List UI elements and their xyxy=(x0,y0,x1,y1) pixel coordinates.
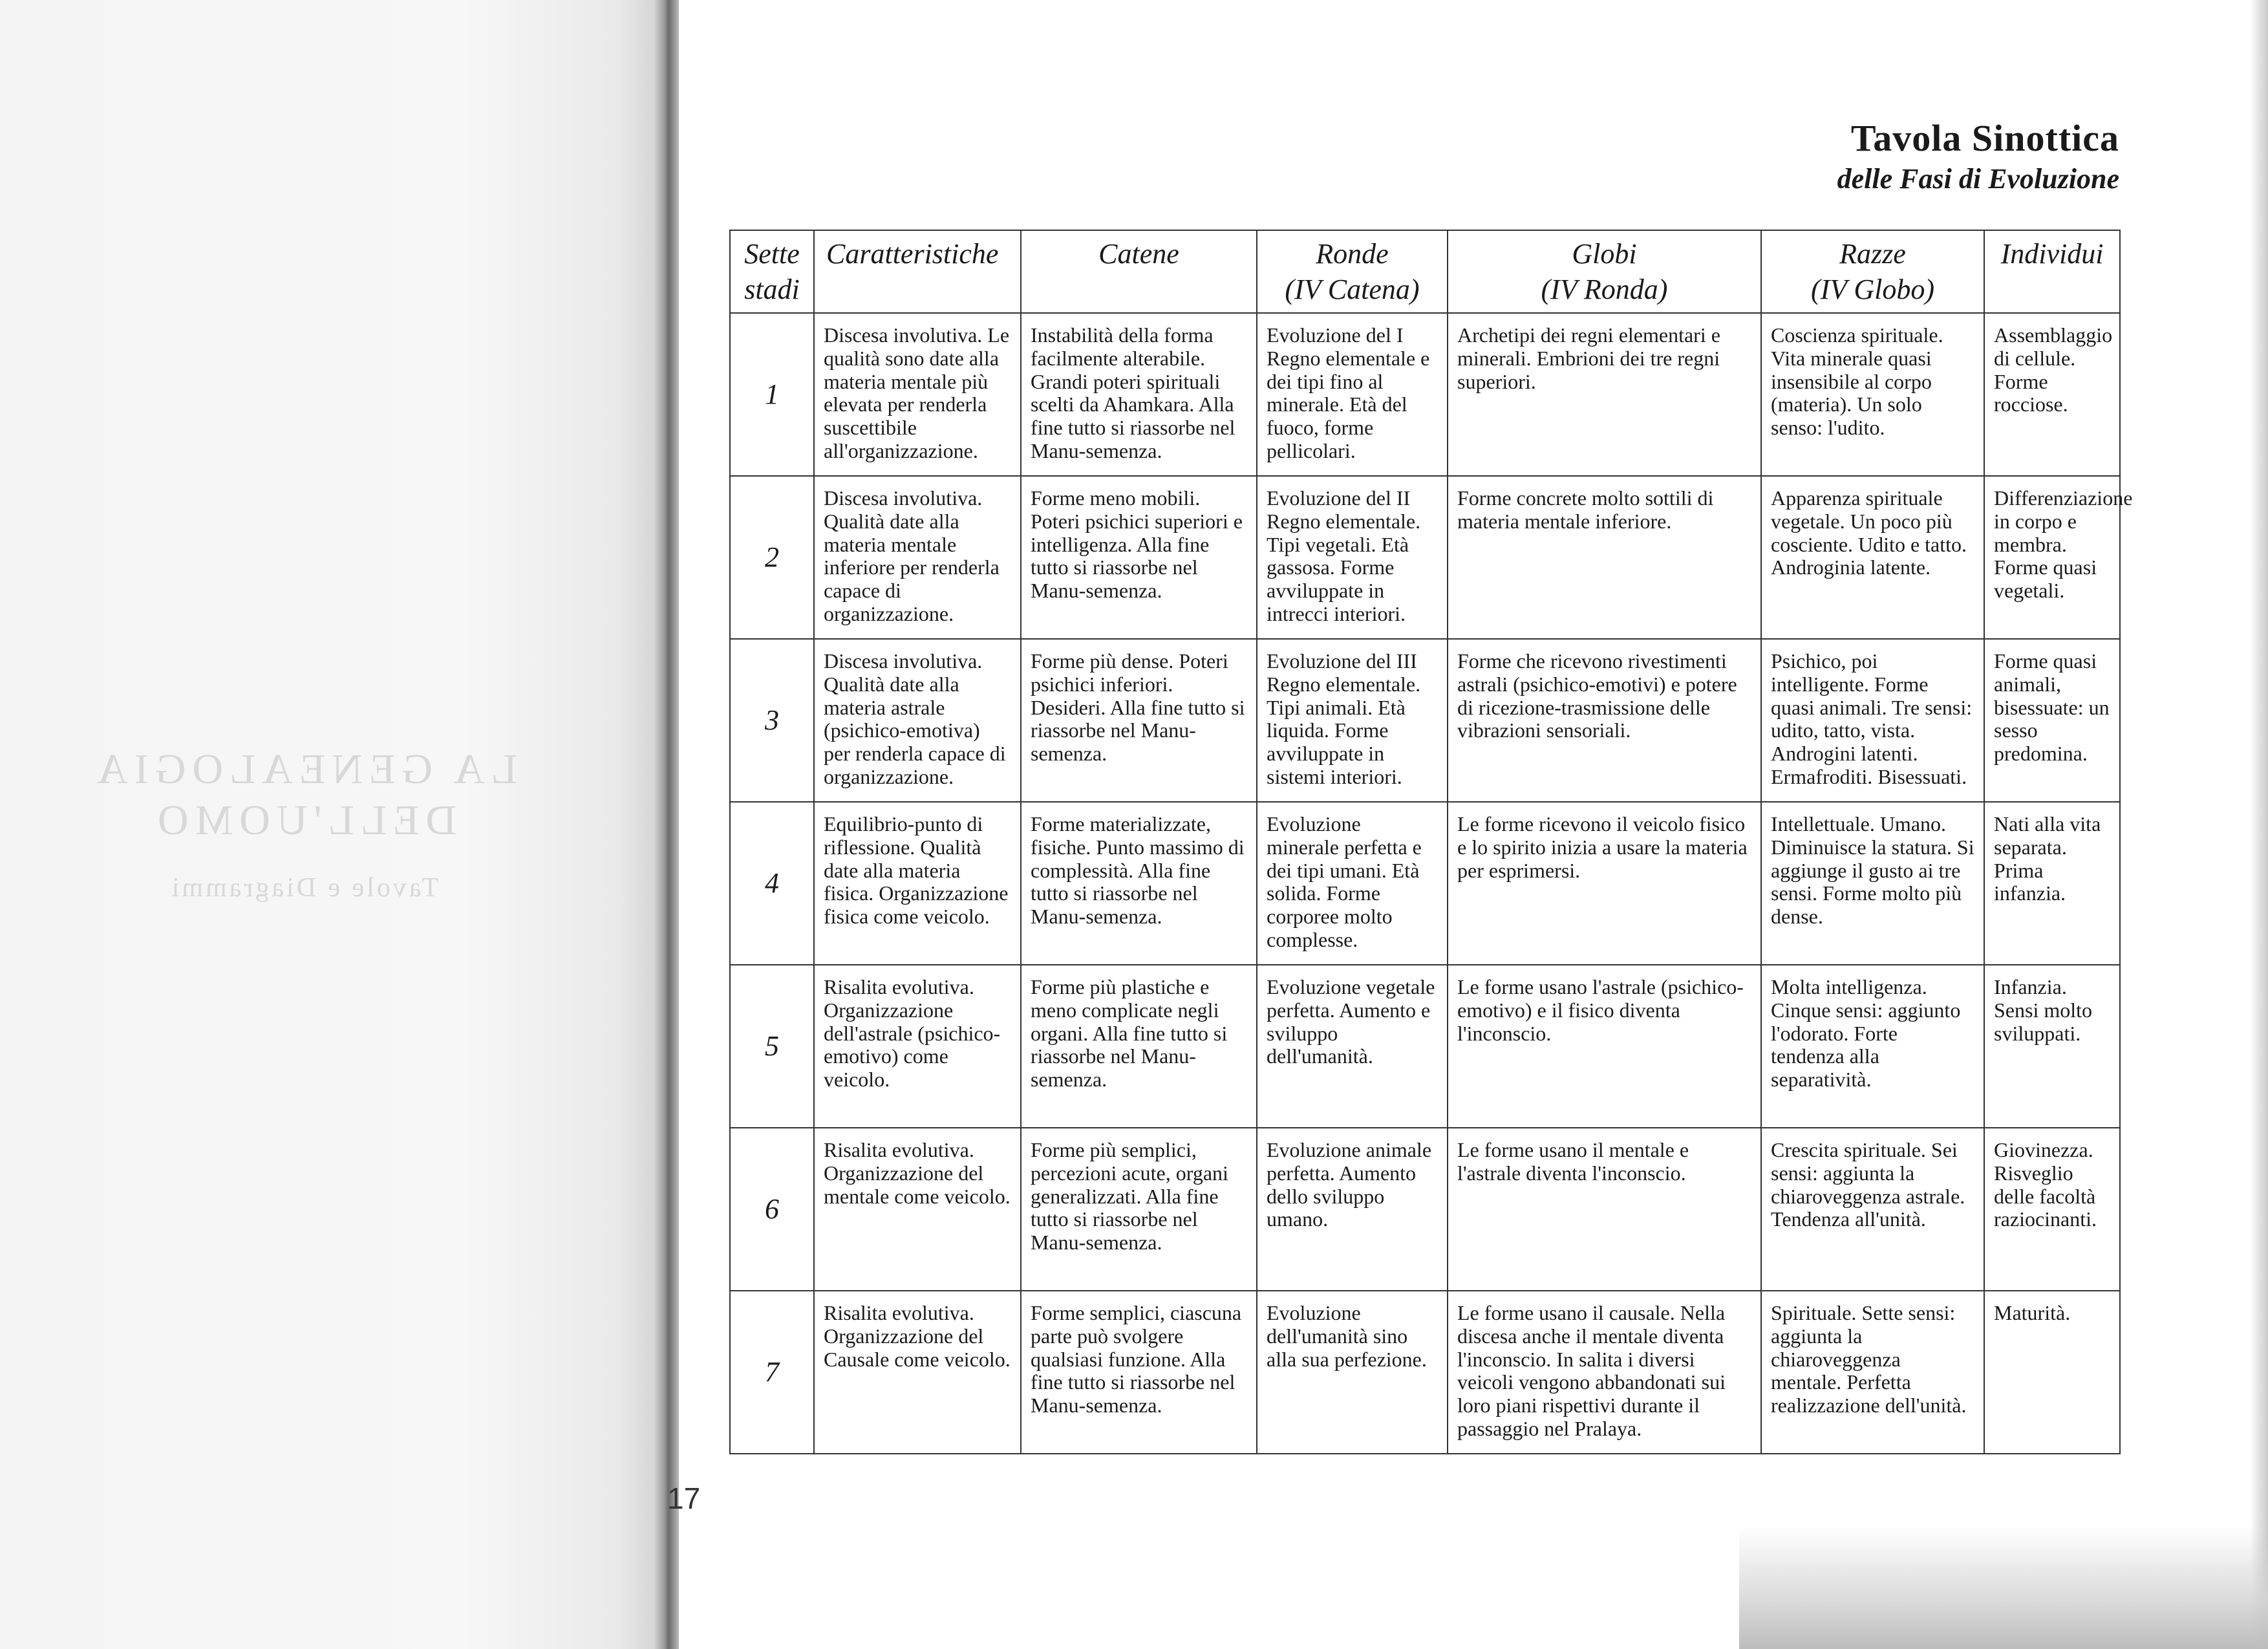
stage-number: 7 xyxy=(730,1291,814,1454)
cell-globi: Forme che ricevono rivestimenti astrali (psichico-emotivi) e potere di ricezione-trasmissione delle vibrazioni sensoriali. xyxy=(1448,639,1761,802)
title-block xyxy=(1837,116,2119,195)
synoptic-table xyxy=(729,230,2133,1454)
cell-razze: Psichico, poi intelligente. Forme quasi animali. Tre sensi: udito, tatto, vista. Androgini latenti. Ermafroditi. Bisessuati. xyxy=(1761,639,1984,802)
cell-razze: Crescita spirituale. Sei sensi: aggiunta la chiaroveggenza astrale. Tendenza all'unità. xyxy=(1761,1128,1984,1291)
cell-individui: Differenziazione in corpo e membra. Forme quasi vegetali. xyxy=(1984,476,2120,639)
ghost-line-2: DELL'UOMO xyxy=(151,797,457,845)
stage-number: 1 xyxy=(730,313,814,476)
cell-ronde: Evoluzione animale perfetta. Aumento dello sviluppo umano. xyxy=(1257,1128,1448,1291)
cell-razze: Molta intelligenza. Cinque sensi: aggiunto l'odorato. Forte tendenza alla separatività. xyxy=(1761,965,1984,1128)
header-razze: Razze (IV Globo) xyxy=(1761,230,1984,313)
cell-catene: Forme materializzate, fisiche. Punto massimo di complessità. Alla fine tutto si riassorbe nel Manu-semenza. xyxy=(1021,802,1257,965)
cell-razze: Intellettuale. Umano. Diminuisce la statura. Si aggiunge il gusto ai tre sensi. Forme molto più dense. xyxy=(1761,802,1984,965)
cell-globi: Forme concrete molto sottili di materia mentale inferiore. xyxy=(1448,476,1761,639)
stage-number: 2 xyxy=(730,476,814,639)
cell-caratteristiche: Risalita evolutiva. Organizzazione dell'astrale (psichico-emotivo) come veicolo. xyxy=(814,965,1021,1128)
cell-individui: Assemblaggio di cellule. Forme rocciose. xyxy=(1984,313,2120,476)
cell-ronde: Evoluzione minerale perfetta e dei tipi umani. Età solida. Forme corporee molto complesse. xyxy=(1257,802,1448,965)
cell-catene: Forme semplici, ciascuna parte può svolgere qualsiasi funzione. Alla fine tutto si riassorbe nel Manu-semenza. xyxy=(1021,1291,1257,1454)
header-stage: Sette stadi xyxy=(730,230,814,313)
cell-caratteristiche: Discesa involutiva. Le qualità sono date alla materia mentale più elevata per renderla suscettibile all'organizzazione. xyxy=(814,313,1021,476)
table-row xyxy=(730,1291,2120,1454)
cell-globi: Le forme ricevono il veicolo fisico e lo spirito inizia a usare la materia per esprimersi. xyxy=(1448,802,1761,965)
left-page xyxy=(0,0,666,1649)
cell-individui: Infanzia. Sensi molto sviluppati. xyxy=(1984,965,2120,1128)
cell-razze: Apparenza spirituale vegetale. Un poco più cosciente. Udito e tatto. Androginia latente. xyxy=(1761,476,1984,639)
stage-number: 5 xyxy=(730,965,814,1128)
ghost-line-3: Tavole e Diagrammi xyxy=(169,873,439,903)
stage-number: 6 xyxy=(730,1128,814,1291)
book-gutter xyxy=(653,0,681,1649)
table-row xyxy=(730,639,2120,802)
cell-ronde: Evoluzione del I Regno elementale e dei tipi fino al minerale. Età del fuoco, forme pellicolari. xyxy=(1257,313,1448,476)
header-globi: Globi (IV Ronda) xyxy=(1448,230,1761,313)
cell-catene: Forme più plastiche e meno complicate negli organi. Alla fine tutto si riassorbe nel Manu-semenza. xyxy=(1021,965,1257,1128)
header-row xyxy=(730,230,2120,313)
cell-catene: Instabilità della forma facilmente alterabile. Grandi poteri spirituali scelti da Ahamkara. Alla fine tutto si riassorbe nel Manu-semenza. xyxy=(1021,313,1257,476)
cell-razze: Spirituale. Sette sensi: aggiunta la chiaroveggenza mentale. Perfetta realizzazione dell'unità. xyxy=(1761,1291,1984,1454)
cell-globi: Le forme usano l'astrale (psichico-emotivo) e il fisico diventa l'inconscio. xyxy=(1448,965,1761,1128)
cell-individui: Maturità. xyxy=(1984,1291,2120,1454)
cell-caratteristiche: Risalita evolutiva. Organizzazione del mentale come veicolo. xyxy=(814,1128,1021,1291)
table-row xyxy=(730,802,2120,965)
header-individui: Individui xyxy=(1984,230,2120,313)
cell-individui: Forme quasi animali, bisessuate: un sesso predomina. xyxy=(1984,639,2120,802)
cell-caratteristiche: Risalita evolutiva. Organizzazione del Causale come veicolo. xyxy=(814,1291,1021,1454)
cell-ronde: Evoluzione dell'umanità sino alla sua perfezione. xyxy=(1257,1291,1448,1454)
page-number: 17 xyxy=(667,1482,701,1515)
cell-globi: Le forme usano il causale. Nella discesa anche il mentale diventa l'inconscio. In salita i diversi veicoli vengono abbandonati sui loro piani rispettivi durante il passaggio nel Pralaya. xyxy=(1448,1291,1761,1454)
cell-catene: Forme più dense. Poteri psichici inferiori. Desideri. Alla fine tutto si riassorbe nel Manu-semenza. xyxy=(1021,639,1257,802)
cell-caratteristiche: Discesa involutiva. Qualità date alla materia astrale (psichico-emotiva) per renderla capace di organizzazione. xyxy=(814,639,1021,802)
ghost-line-1: LA GENEALOGIA xyxy=(91,746,517,793)
header-caratteristiche: Caratteristiche xyxy=(814,230,1021,313)
bleed-through-text xyxy=(78,744,530,905)
page-title: Tavola Sinottica xyxy=(1850,117,2119,159)
cell-ronde: Evoluzione del III Regno elementale. Tipi animali. Età liquida. Forme avviluppate in sistemi interiori. xyxy=(1257,639,1448,802)
stage-number: 4 xyxy=(730,802,814,965)
cell-ronde: Evoluzione vegetale perfetta. Aumento e sviluppo dell'umanità. xyxy=(1257,965,1448,1128)
stage-number: 3 xyxy=(730,639,814,802)
table-row xyxy=(730,1128,2120,1291)
cell-globi: Archetipi dei regni elementari e minerali. Embrioni dei tre regni superiori. xyxy=(1448,313,1761,476)
cell-ronde: Evoluzione del II Regno elementale. Tipi vegetali. Età gassosa. Forme avviluppate in intrecci interiori. xyxy=(1257,476,1448,639)
cell-razze: Coscienza spirituale. Vita minerale quasi insensibile al corpo (materia). Un solo senso: l'udito. xyxy=(1761,313,1984,476)
cell-individui: Giovinezza. Risveglio delle facoltà raziocinanti. xyxy=(1984,1128,2120,1291)
page-edge-shadow xyxy=(2250,0,2268,1649)
page-subtitle: delle Fasi di Evoluzione xyxy=(1837,163,2119,195)
cell-catene: Forme meno mobili. Poteri psichici superiori e intelligenza. Alla fine tutto si riassorbe nel Manu-semenza. xyxy=(1021,476,1257,639)
cell-individui: Nati alla vita separata. Prima infanzia. xyxy=(1984,802,2120,965)
table-row xyxy=(730,965,2120,1128)
cell-globi: Le forme usano il mentale e l'astrale diventa l'inconscio. xyxy=(1448,1128,1761,1291)
table-row xyxy=(730,476,2120,639)
cell-caratteristiche: Discesa involutiva. Qualità date alla materia mentale inferiore per renderla capace di organizzazione. xyxy=(814,476,1021,639)
cell-catene: Forme più semplici, percezioni acute, organi generalizzati. Alla fine tutto si riassorbe nel Manu-semenza. xyxy=(1021,1128,1257,1291)
cell-caratteristiche: Equilibrio-punto di riflessione. Qualità date alla materia fisica. Organizzazione fisica come veicolo. xyxy=(814,802,1021,965)
header-catene: Catene xyxy=(1021,230,1257,313)
table-row xyxy=(730,313,2120,476)
header-ronde: Ronde (IV Catena) xyxy=(1257,230,1448,313)
fold-shadow xyxy=(1739,1526,2268,1649)
